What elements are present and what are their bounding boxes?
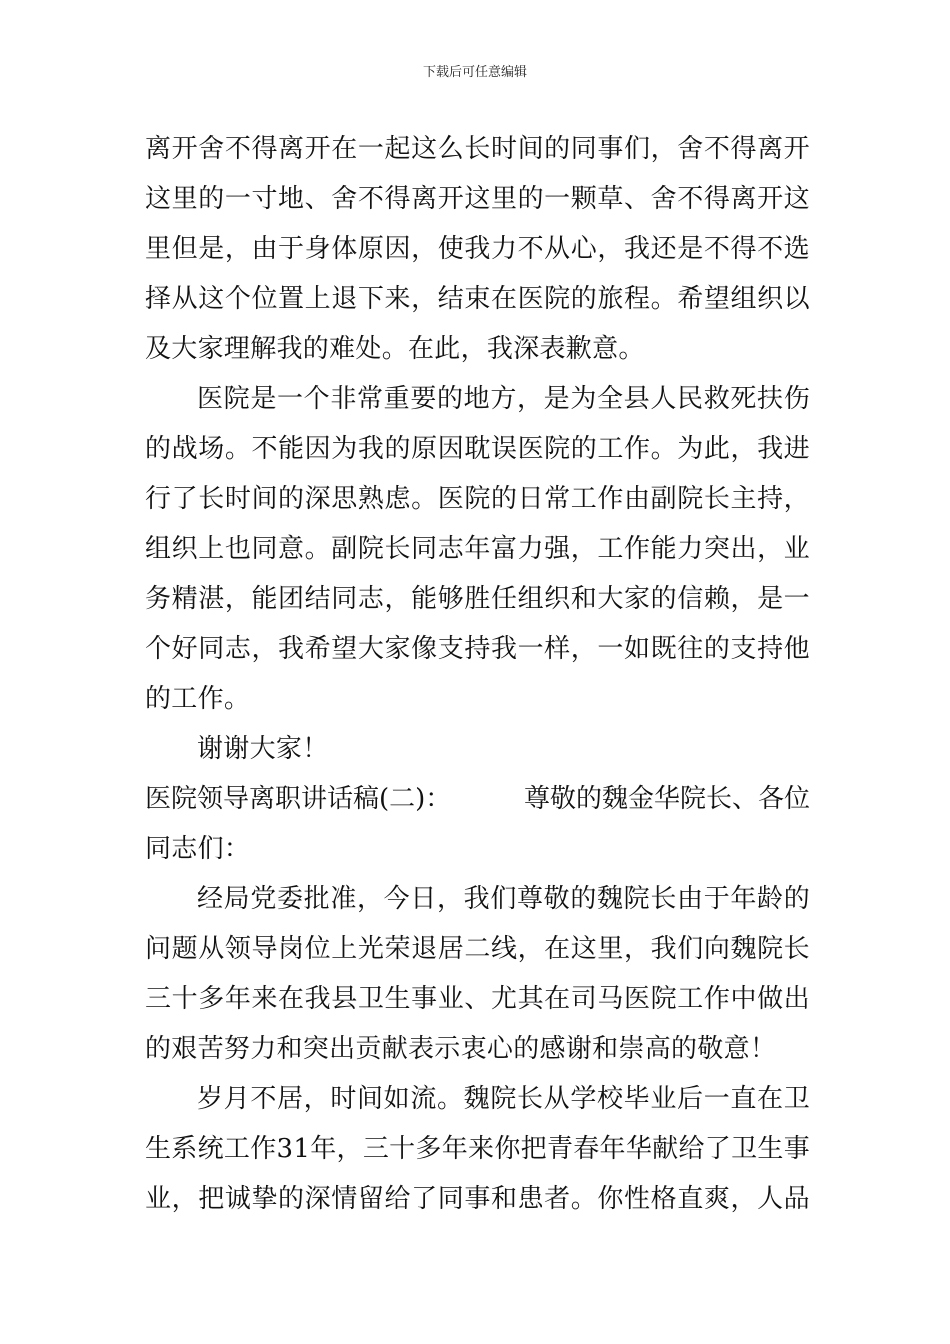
salutation: 尊敬的魏金华院长、各位 bbox=[523, 784, 810, 814]
paragraph-start-line: 经局党委批准，今日，我们尊敬的魏院长由于年龄的 bbox=[197, 884, 810, 914]
text-line: 的工作。 bbox=[145, 684, 251, 714]
text-line: 组织上也同意。副院长同志年富力强，工作能力突出，业 bbox=[145, 534, 810, 564]
paragraph-start-line: 岁月不居，时间如流。魏院长从学校毕业后一直在卫 bbox=[197, 1084, 810, 1114]
text-line: 这里的一寸地、舍不得离开这里的一颗草、舍不得离开这 bbox=[145, 184, 810, 214]
text-line: 三十多年来在我县卫生事业、尤其在司马医院工作中做出 bbox=[145, 984, 810, 1014]
text-line: 的艰苦努力和突出贡献表示衷心的感谢和崇高的敬意！ bbox=[145, 1034, 777, 1064]
text-line: 离开舍不得离开在一起这么长时间的同事们，舍不得离开 bbox=[145, 134, 810, 164]
text-line: 务精湛，能团结同志，能够胜任组织和大家的信赖，是一 bbox=[145, 584, 810, 614]
text-line: 及大家理解我的难处。在此，我深表歉意。 bbox=[145, 334, 645, 364]
section-heading bbox=[145, 782, 810, 816]
section-title: 医院领导离职讲话稿(二)： bbox=[145, 784, 452, 814]
text-line: 问题从领导岗位上光荣退居二线，在这里，我们向魏院长 bbox=[145, 934, 810, 964]
thanks-line: 谢谢大家！ bbox=[197, 734, 329, 764]
text-line: 个好同志，我希望大家像支持我一样，一如既往的支持他 bbox=[145, 634, 810, 664]
text-line: 里但是，由于身体原因，使我力不从心，我还是不得不选 bbox=[145, 234, 810, 264]
paragraph-start-line: 医院是一个非常重要的地方，是为全县人民救死扶伤 bbox=[197, 384, 810, 414]
text-line: 行了长时间的深思熟虑。医院的日常工作由副院长主持， bbox=[145, 484, 810, 514]
page-header-note: 下载后可任意编辑 bbox=[422, 65, 527, 80]
text-line: 生系统工作31年，三十多年来你把青春年华献给了卫生事 bbox=[145, 1134, 810, 1164]
text-line: 的战场。不能因为我的原因耽误医院的工作。为此，我进 bbox=[145, 434, 810, 464]
text-line: 择从这个位置上退下来，结束在医院的旅程。希望组织以 bbox=[145, 284, 810, 314]
text-line: 同志们： bbox=[145, 834, 251, 864]
text-line: 业，把诚挚的深情留给了同事和患者。你性格直爽，人品 bbox=[145, 1184, 810, 1214]
